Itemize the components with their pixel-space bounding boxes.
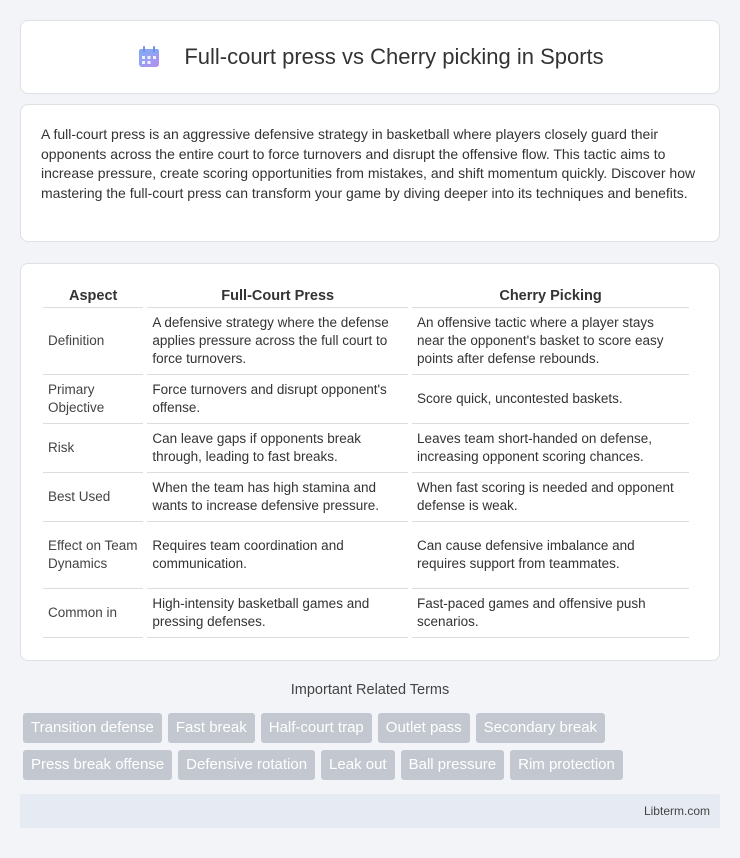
- tag-rim-protection[interactable]: Rim protection: [510, 750, 623, 780]
- comparison-table-card: [20, 263, 720, 661]
- page-title: Full-court press vs Cherry picking in Sports: [184, 44, 604, 69]
- header-full-court-press: Full-Court Press: [147, 284, 408, 308]
- row-full-court-press: High-intensity basketball games and pressing defenses.: [147, 589, 408, 638]
- tag-press-break-offense[interactable]: Press break offense: [23, 750, 172, 780]
- row-aspect: Effect on Team Dynamics: [43, 522, 143, 589]
- tag-defensive-rotation[interactable]: Defensive rotation: [178, 750, 315, 780]
- comparison-table: [39, 284, 693, 638]
- row-full-court-press: Requires team coordination and communication.: [147, 522, 408, 589]
- tag-transition-defense[interactable]: Transition defense: [23, 713, 162, 743]
- calendar-icon: [136, 44, 162, 70]
- table-header-row: [43, 284, 689, 308]
- row-cherry-picking: When fast scoring is needed and opponent defense is weak.: [412, 473, 689, 522]
- intro-paragraph: A full-court press is an aggressive defensive strategy in basketball where players closely guard their opponents across the entire court to force turnovers and disrupt the offensive flow. This tactic aims to increase pressure, create scoring opportunities from mistakes, and shift momentum quickly. Discover how mastering the full-court press can transform your game by diving deeper into its techniques and benefits.: [41, 126, 696, 201]
- intro-card: [20, 104, 720, 242]
- related-terms-tags: [23, 713, 723, 787]
- table-row: [43, 308, 689, 375]
- footer-site-link[interactable]: Libterm.com: [643, 804, 710, 818]
- table-row: [43, 473, 689, 522]
- header-cherry-picking: Cherry Picking: [412, 284, 689, 308]
- row-cherry-picking: Leaves team short-handed on defense, increasing opponent scoring chances.: [412, 424, 689, 473]
- table-row: [43, 589, 689, 638]
- table-row: [43, 424, 689, 473]
- row-full-court-press: Force turnovers and disrupt opponent's offense.: [147, 375, 408, 424]
- row-full-court-press: Can leave gaps if opponents break through, leading to fast breaks.: [147, 424, 408, 473]
- tag-fast-break[interactable]: Fast break: [168, 713, 255, 743]
- row-cherry-picking: Can cause defensive imbalance and requires support from teammates.: [412, 522, 689, 589]
- footer: [20, 794, 720, 828]
- row-cherry-picking: Fast-paced games and offensive push scenarios.: [412, 589, 689, 638]
- row-aspect: Common in: [43, 589, 143, 638]
- tag-outlet-pass[interactable]: Outlet pass: [378, 713, 470, 743]
- tag-row: [23, 750, 723, 780]
- table-row: [43, 375, 689, 424]
- related-terms-title: Important Related Terms: [290, 682, 450, 698]
- table-row: [43, 522, 689, 589]
- row-aspect: Definition: [43, 308, 143, 375]
- row-aspect: Risk: [43, 424, 143, 473]
- row-full-court-press: When the team has high stamina and wants to increase defensive pressure.: [147, 473, 408, 522]
- tag-row: [23, 713, 723, 743]
- row-cherry-picking: Score quick, uncontested baskets.: [412, 375, 689, 424]
- row-cherry-picking: An offensive tactic where a player stays near the opponent's basket to score easy points after defense rebounds.: [412, 308, 689, 375]
- tag-ball-pressure[interactable]: Ball pressure: [401, 750, 505, 780]
- header-card: [20, 20, 720, 94]
- tag-secondary-break[interactable]: Secondary break: [476, 713, 605, 743]
- header-aspect: Aspect: [43, 284, 143, 308]
- row-aspect: Best Used: [43, 473, 143, 522]
- row-full-court-press: A defensive strategy where the defense applies pressure across the full court to force turnovers.: [147, 308, 408, 375]
- row-aspect: Primary Objective: [43, 375, 143, 424]
- tag-half-court-trap[interactable]: Half-court trap: [261, 713, 372, 743]
- tag-leak-out[interactable]: Leak out: [321, 750, 395, 780]
